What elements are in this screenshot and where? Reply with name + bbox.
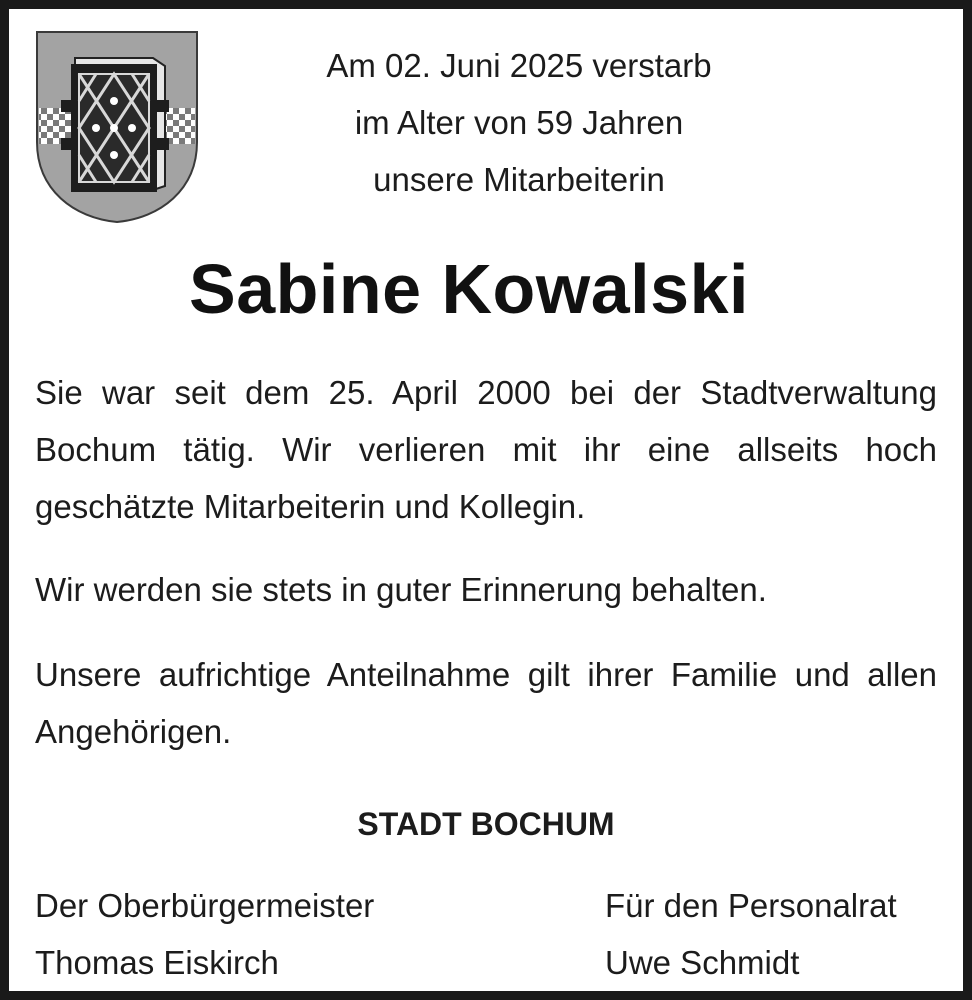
paragraph-career: Sie war seit dem 25. April 2000 bei der Stadtverwaltung Bochum tätig. Wir verlieren mit ihr eine allseits hoch geschätzte Mitarbeiterin und Kollegin.	[35, 374, 937, 525]
paragraph-condolence: Unsere aufrichtige Anteilnahme gilt ihrer Familie und allen Angehörigen.	[35, 656, 937, 750]
signature-role: Für den Personalrat	[605, 887, 897, 924]
intro-age-line: im Alter von 59 Jahren	[354, 104, 684, 141]
intro-role-line: unsere Mitarbeiterin	[373, 161, 665, 198]
paragraph-memory: Wir werden sie stets in guter Erinnerung behalten.	[35, 571, 767, 608]
intro-block	[249, 37, 789, 208]
organization-name: STADT BOCHUM	[357, 806, 615, 842]
deceased-name: Sabine Kowalski	[189, 250, 749, 328]
signature-name: Uwe Schmidt	[605, 944, 800, 981]
signature-mayor	[35, 877, 374, 991]
coat-of-arms-icon	[35, 30, 199, 224]
signature-name: Thomas Eiskirch	[35, 944, 279, 981]
signature-role: Der Oberbürgermeister	[35, 887, 375, 924]
signature-staff-council	[605, 877, 897, 991]
intro-date-line: Am 02. Juni 2025 verstarb	[326, 47, 712, 84]
